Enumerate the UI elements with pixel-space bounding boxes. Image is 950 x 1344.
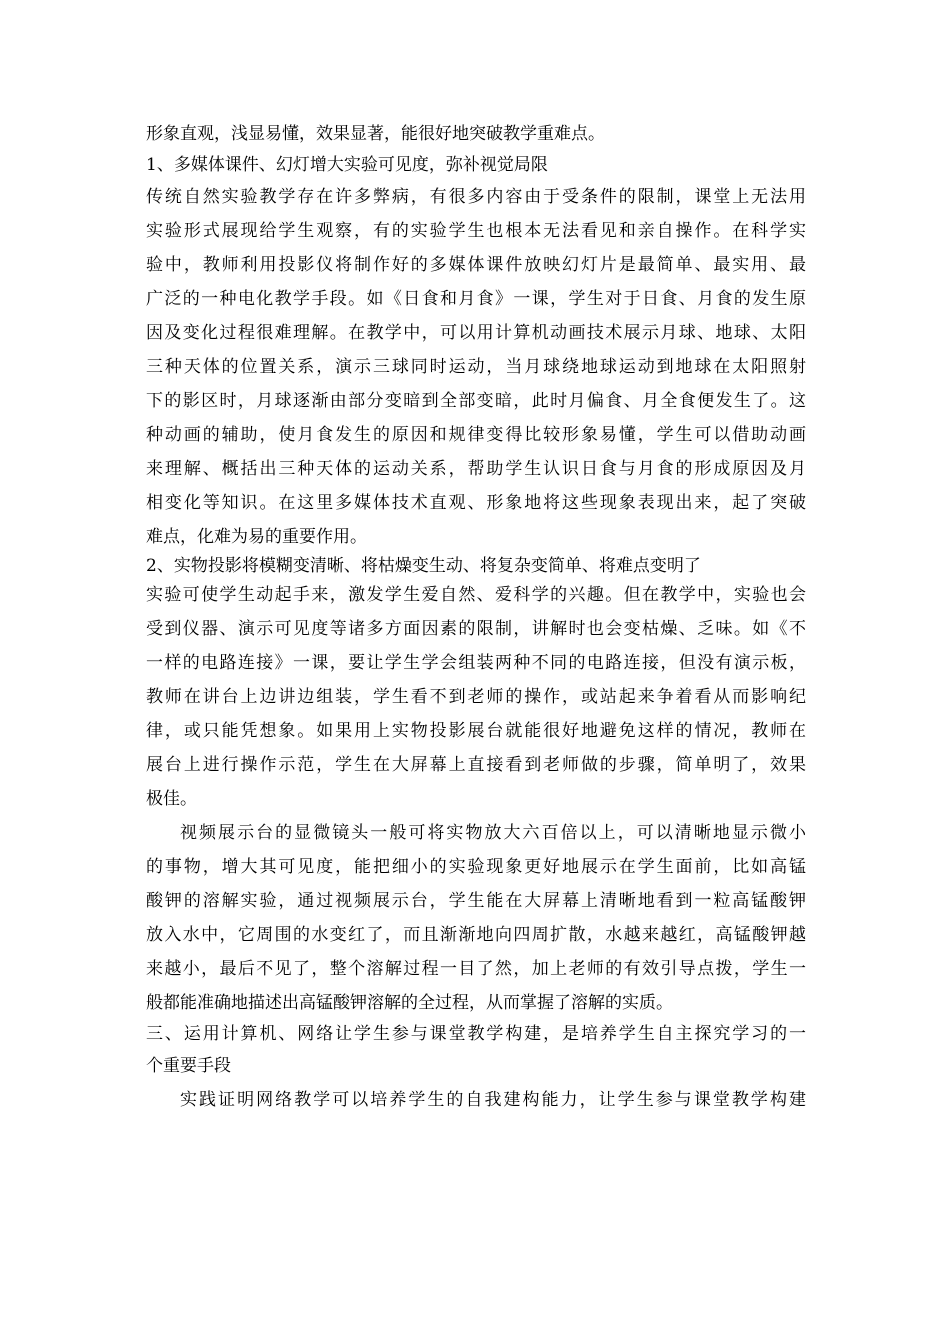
text-line-indented: 实践证明网络教学可以培养学生的自我建构能力，让学生参与课堂教学构建 [180, 1090, 806, 1110]
section-heading: 个重要手段 [146, 1056, 231, 1076]
section-heading: 1、多媒体课件、幻灯增大实验可见度，弥补视觉局限 [146, 155, 548, 175]
text-line: 形象直观，浅显易懂，效果显著，能很好地突破教学重难点。 [146, 124, 605, 144]
text-line: 极佳。 [146, 789, 197, 809]
text-line: 律，或只能凭想象。如果用上实物投影展台就能很好地避免这样的情况，教师在 [146, 721, 806, 741]
text-line: 教师在讲台上边讲边组装，学生看不到老师的操作，或站起来争着看从而影响纪 [146, 687, 806, 707]
text-line: 传统自然实验教学存在许多弊病，有很多内容由于受条件的限制，课堂上无法用 [146, 187, 806, 207]
text-line: 来理解、概括出三种天体的运动关系，帮助学生认识日食与月食的形成原因及月 [146, 459, 806, 479]
text-line: 下的影区时，月球逐渐由部分变暗到全部变暗，此时月偏食、月全食便发生了。这 [146, 391, 806, 411]
text-line: 一样的电路连接》一课，要让学生学会组装两种不同的电路连接，但没有演示板， [146, 653, 806, 673]
text-line: 实验形式展现给学生观察，有的实验学生也根本无法看见和亲自操作。在科学实 [146, 221, 806, 241]
document-page [146, 117, 806, 1117]
text-line: 广泛的一种电化教学手段。如《日食和月食》一课，学生对于日食、月食的发生原 [146, 289, 806, 309]
text-line: 的事物，增大其可见度，能把细小的实验现象更好地展示在学生面前，比如高锰 [146, 857, 806, 877]
text-line: 般都能准确地描述出高锰酸钾溶解的全过程，从而掌握了溶解的实质。 [146, 993, 673, 1013]
text-line: 展台上进行操作示范，学生在大屏幕上直接看到老师做的步骤，简单明了，效果 [146, 755, 806, 775]
text-line-indented: 视频展示台的显微镜头一般可将实物放大六百倍以上，可以清晰地显示微小 [180, 823, 806, 843]
text-line: 因及变化过程很难理解。在教学中，可以用计算机动画技术展示月球、地球、太阳 [146, 323, 806, 343]
text-line: 验中，教师利用投影仪将制作好的多媒体课件放映幻灯片是最简单、最实用、最 [146, 255, 806, 275]
text-line: 酸钾的溶解实验，通过视频展示台，学生能在大屏幕上清晰地看到一粒高锰酸钾 [146, 891, 806, 911]
text-line: 种动画的辅助，使月食发生的原因和规律变得比较形象易懂，学生可以借助动画 [146, 425, 806, 445]
text-line: 放入水中，它周围的水变红了，而且渐渐地向四周扩散，水越来越红，高锰酸钾越 [146, 925, 806, 945]
text-line: 来越小，最后不见了，整个溶解过程一目了然，加上老师的有效引导点拨，学生一 [146, 959, 806, 979]
section-heading: 三、运用计算机、网络让学生参与课堂教学构建，是培养学生自主探究学习的一 [146, 1024, 806, 1044]
text-line: 相变化等知识。在这里多媒体技术直观、形象地将这些现象表现出来，起了突破 [146, 493, 806, 513]
text-line: 实验可使学生动起手来，激发学生爱自然、爱科学的兴趣。但在教学中，实验也会 [146, 585, 806, 605]
text-line: 难点，化难为易的重要作用。 [146, 527, 367, 547]
section-heading: 2、实物投影将模糊变清晰、将枯燥变生动、将复杂变简单、将难点变明了 [146, 556, 701, 576]
text-line: 三种天体的位置关系，演示三球同时运动，当月球绕地球运动到地球在太阳照射 [146, 357, 806, 377]
text-line: 受到仪器、演示可见度等诸多方面因素的限制，讲解时也会变枯燥、乏味。如《不 [146, 619, 806, 639]
